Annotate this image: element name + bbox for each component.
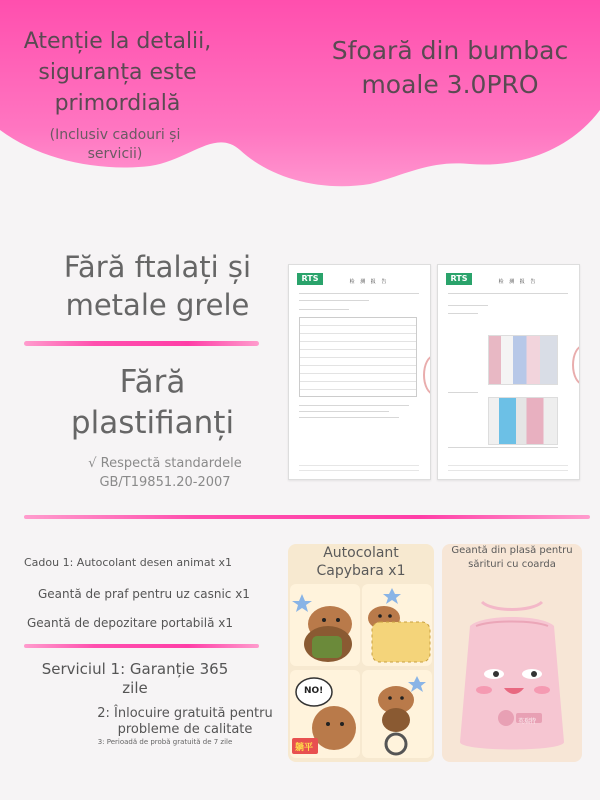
test-report-1 (288, 264, 431, 480)
standard-compliance-text: √ Respectă standardele GB/T19851.20-2007 (88, 456, 242, 490)
sticker-tag-text: 躺平 (295, 743, 314, 753)
report-line (448, 392, 478, 393)
service-free-replacement: 2: Înlocuire gratuită pentru probleme de calitate (97, 706, 273, 737)
report-footer (448, 461, 568, 475)
report-line (448, 447, 558, 448)
pink-divider-full (24, 515, 590, 519)
report-line (299, 300, 369, 301)
pink-divider-short (24, 341, 259, 346)
report-line (299, 411, 389, 412)
service-warranty: Serviciul 1: Garanție 365 zile (41, 660, 229, 697)
no-plasticizers-title: Fără plastifianți (70, 364, 235, 441)
sticker-tile-capybara-unicycle (362, 670, 432, 758)
report-stamp (572, 345, 580, 385)
rts-logo: RTS (446, 273, 472, 285)
header-right-title: Sfoară din bumbac moale 3.0PRO (331, 36, 569, 99)
report-table (299, 317, 417, 397)
service-trial-period: 3: Perioadă de probă gratuită de 7 zile (97, 738, 233, 746)
report-line (448, 305, 488, 306)
product-photo-2 (488, 397, 558, 445)
report-line (448, 293, 568, 294)
capybara-icon (290, 584, 360, 666)
sticker-card-title: Autocolant Capybara x1 (316, 545, 406, 579)
no-phthalates-title: Fără ftalați și metale grele (63, 250, 252, 322)
gift-item-sticker: Cadou 1: Autocolant desen animat x1 (24, 556, 232, 569)
sticker-tile-capybara-backpack (290, 584, 360, 666)
sticker-bubble-text: NO! (304, 686, 324, 696)
report-line (299, 309, 349, 310)
report-title: 检 测 报 告 (498, 279, 538, 285)
header-left-title: Atenție la detalii, siguranța este primordială (23, 29, 212, 116)
capybara-icon (362, 584, 432, 666)
gift-item-storage-bag: Geantă de depozitare portabilă x1 (27, 616, 233, 630)
sticker-tile-capybara-blanket (362, 584, 432, 666)
product-photo-1 (488, 335, 558, 385)
rts-logo: RTS (297, 273, 323, 285)
sticker-card (288, 544, 434, 762)
test-report-2 (437, 264, 580, 480)
bag-brand-text: 英瑞特 (518, 718, 537, 725)
report-line (299, 405, 409, 406)
bag-card-title: Geantă din plasă pentru sărituri cu coarda (451, 545, 573, 570)
header-banner (0, 0, 600, 200)
drawstring-bag-icon (442, 592, 582, 762)
drawstring-bag-card (442, 544, 582, 762)
sticker-tile-capybara-no (290, 670, 360, 758)
report-line (299, 293, 419, 294)
header-left-subtitle: (Inclusiv cadouri și servicii) (49, 127, 181, 162)
report-line (448, 313, 478, 314)
report-title: 检 测 报 告 (349, 279, 389, 285)
report-line (299, 417, 399, 418)
report-footer (299, 461, 419, 475)
pink-divider-gifts (24, 644, 259, 648)
gift-item-dust-bag: Geantă de praf pentru uz casnic x1 (38, 587, 250, 601)
capybara-icon (362, 670, 432, 758)
report-stamp (423, 355, 431, 395)
